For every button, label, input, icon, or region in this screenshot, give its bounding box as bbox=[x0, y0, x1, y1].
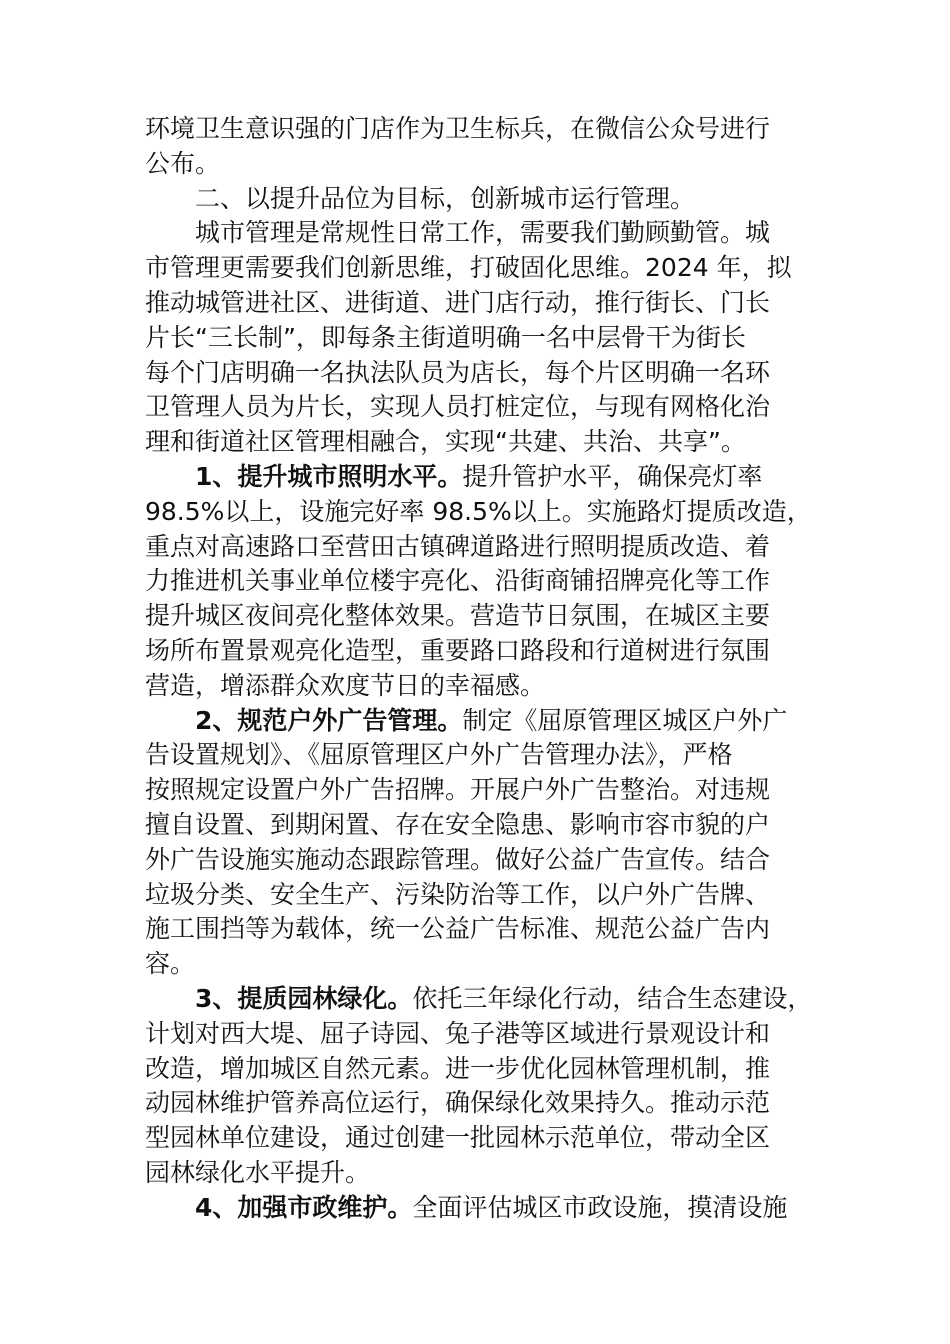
line-text: 提升城区夜间亮化整体效果。营造节日氛围，在城区主要 bbox=[145, 601, 771, 631]
line-text: 园林绿化水平提升。 bbox=[145, 1157, 371, 1187]
line-text: 力推进机关事业单位楼宇亮化、沿街商铺招牌亮化等工作 bbox=[145, 566, 771, 596]
text-line bbox=[145, 1156, 815, 1191]
text-line bbox=[145, 390, 815, 425]
line-text: 计划对西大堤、屈子诗园、兔子港等区域进行景观设计和 bbox=[145, 1018, 771, 1048]
line-text: 按照规定设置户外广告招牌。开展户外广告整治。对违规 bbox=[145, 775, 771, 805]
text-line bbox=[145, 808, 815, 843]
text-line bbox=[145, 634, 815, 669]
text-line bbox=[145, 321, 815, 356]
text-line bbox=[145, 286, 815, 321]
text-line bbox=[145, 773, 815, 808]
text-line bbox=[145, 564, 815, 599]
line-text: 理和街道社区管理相融合，实现“共建、共治、共享”。 bbox=[145, 427, 746, 457]
line-text: 改造，增加城区自然元素。进一步优化园林管理机制，推 bbox=[145, 1053, 771, 1083]
text-line bbox=[145, 356, 815, 391]
line-text: 二、以提升品位为目标，创新城市运行管理。 bbox=[195, 183, 696, 213]
text-line bbox=[145, 738, 815, 773]
line-text: 施工围挡等为载体，统一公益广告标准、规范公益广告内 bbox=[145, 914, 771, 944]
bold-heading: 3、提质园林绿化。 bbox=[195, 983, 413, 1013]
line-text: 告设置规划》、《屈原管理区户外广告管理办法》，严格 bbox=[145, 740, 733, 770]
text-line bbox=[145, 947, 815, 982]
line-text: 提升管护水平，确保亮灯率 bbox=[462, 461, 763, 491]
line-text: 依托三年绿化行动，结合生态建设， bbox=[412, 983, 813, 1013]
text-line bbox=[145, 460, 815, 495]
line-text: 公布。 bbox=[145, 148, 221, 178]
text-line bbox=[145, 1017, 815, 1052]
text-line bbox=[145, 216, 815, 251]
line-text: 市管理更需要我们创新思维，打破固化思维。2024 年，拟 bbox=[145, 253, 792, 283]
line-text: 卫管理人员为片长，实现人员打桩定位，与现有网格化治 bbox=[145, 392, 771, 422]
text-line bbox=[145, 982, 815, 1017]
text-line bbox=[145, 112, 815, 147]
line-text: 容。 bbox=[145, 949, 196, 979]
text-line bbox=[145, 878, 815, 913]
text-line bbox=[145, 495, 815, 530]
line-text: 城市管理是常规性日常工作，需要我们勤顾勤管。城 bbox=[195, 218, 771, 248]
text-line bbox=[145, 669, 815, 704]
bold-heading: 1、提升城市照明水平。 bbox=[195, 461, 463, 491]
line-text: 场所布置景观亮化造型，重要路口路段和行道树进行氛围 bbox=[145, 635, 771, 665]
bold-heading: 4、加强市政维护。 bbox=[195, 1192, 413, 1222]
line-text: 擅自设置、到期闲置、存在安全隐患、影响市容市貌的户 bbox=[145, 809, 771, 839]
text-line bbox=[145, 425, 815, 460]
text-line bbox=[145, 912, 815, 947]
line-text: 推动城管进社区、进街道、进门店行动，推行街长、门长 bbox=[145, 287, 771, 317]
line-text: 营造，增添群众欢度节日的幸福感。 bbox=[145, 670, 546, 700]
text-line bbox=[145, 704, 815, 739]
line-text: 制定《屈原管理区城区户外广 bbox=[462, 705, 788, 735]
line-text: 每个门店明确一名执法队员为店长，每个片区明确一名环 bbox=[145, 357, 771, 387]
text-line bbox=[145, 530, 815, 565]
line-text: 垃圾分类、安全生产、污染防治等工作，以户外广告牌、 bbox=[145, 879, 771, 909]
text-line bbox=[145, 1191, 815, 1226]
line-text: 动园林维护管养高位运行，确保绿化效果持久。推动示范 bbox=[145, 1088, 771, 1118]
text-line bbox=[145, 1086, 815, 1121]
line-text: 片长“三长制”，即每条主街道明确一名中层骨干为街长 bbox=[145, 322, 746, 352]
text-line bbox=[145, 147, 815, 182]
line-text: 全面评估城区市政设施，摸清设施 bbox=[412, 1192, 788, 1222]
line-text: 型园林单位建设，通过创建一批园林示范单位，带动全区 bbox=[145, 1123, 771, 1153]
document-body bbox=[145, 112, 815, 1226]
text-line bbox=[145, 182, 815, 217]
line-text: 重点对高速路口至营田古镇碑道路进行照明提质改造、着 bbox=[145, 531, 771, 561]
line-text: 外广告设施实施动态跟踪管理。做好公益广告宣传。结合 bbox=[145, 844, 771, 874]
text-line bbox=[145, 1052, 815, 1087]
text-line bbox=[145, 251, 815, 286]
text-line bbox=[145, 1121, 815, 1156]
line-text: 环境卫生意识强的门店作为卫生标兵，在微信公众号进行 bbox=[145, 114, 771, 143]
text-line bbox=[145, 843, 815, 878]
line-text: 98.5%以上，设施完好率 98.5%以上。实施路灯提质改造， bbox=[145, 496, 812, 526]
bold-heading: 2、规范户外广告管理。 bbox=[195, 705, 463, 735]
text-line bbox=[145, 599, 815, 634]
